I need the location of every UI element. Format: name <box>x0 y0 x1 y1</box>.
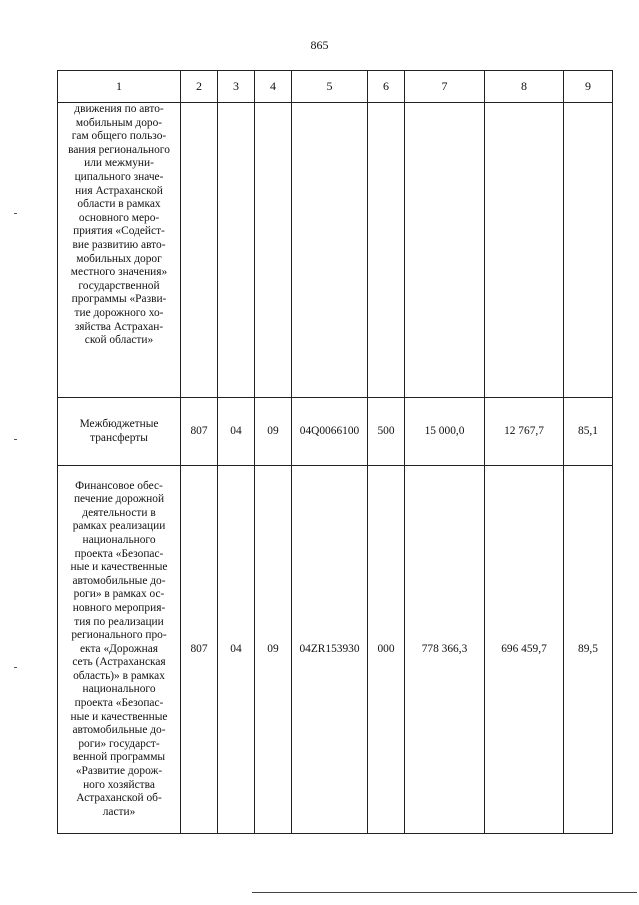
cell-col-6: 500 <box>368 398 405 466</box>
cell-col-3: 04 <box>218 398 255 466</box>
cell-col-7: 778 366,3 <box>405 466 485 834</box>
cell-col-3: 04 <box>218 466 255 834</box>
cell-col-5: 04Q0066100 <box>292 398 368 466</box>
header-col-6: 6 <box>368 71 405 103</box>
cell-col-6 <box>368 103 405 398</box>
cell-col-7: 15 000,0 <box>405 398 485 466</box>
header-col-7: 7 <box>405 71 485 103</box>
cell-col-9 <box>564 103 613 398</box>
cell-col-2 <box>181 103 218 398</box>
cell-col-9: 89,5 <box>564 466 613 834</box>
cell-col-2: 807 <box>181 398 218 466</box>
table-row <box>58 103 613 398</box>
header-col-4: 4 <box>255 71 292 103</box>
cell-col-8: 12 767,7 <box>485 398 564 466</box>
header-row <box>58 71 613 103</box>
row-name-cell: Межбюджетные трансферты <box>58 398 181 466</box>
cell-col-5 <box>292 103 368 398</box>
scan-speck <box>14 213 17 214</box>
header-col-8: 8 <box>485 71 564 103</box>
header-col-9: 9 <box>564 71 613 103</box>
header-col-3: 3 <box>218 71 255 103</box>
cell-col-2: 807 <box>181 466 218 834</box>
scan-speck <box>14 439 17 440</box>
row-name-cell: Финансовое обес- печение дорожной деятельности в рамках реализации национального проекта «Безопас- ные и качественные автомобильные до- роги» в рамках ос- новного мероприя- тия по реализации регионального про- екта «Дорожная сеть (Астраханская область)» в рамках национального проекта «Безопас- ные и качественные автомобильные до- роги» государст- венной программы «Развитие дорож- ного хозяйства Астраханской об- ласти» <box>58 466 181 834</box>
budget-table <box>57 70 613 834</box>
cell-col-4 <box>255 103 292 398</box>
cell-col-7 <box>405 103 485 398</box>
cell-col-8 <box>485 103 564 398</box>
cell-col-3 <box>218 103 255 398</box>
cell-col-5: 04ZR153930 <box>292 466 368 834</box>
cell-col-4: 09 <box>255 466 292 834</box>
cell-col-9: 85,1 <box>564 398 613 466</box>
header-col-2: 2 <box>181 71 218 103</box>
bottom-rule <box>252 892 637 893</box>
header-col-5: 5 <box>292 71 368 103</box>
row-name-cell: движения по авто- мобильным доро- гам общего пользо- вания регионального или межмуни- ципального значе- ния Астраханской области в рамках основного меро- приятия «Содейст- вие развитию авто- мобильных дорог местного значения» государственной программы «Разви- тие дорожного хо- зяйства Астрахан- ской области» <box>58 103 181 398</box>
cell-col-8: 696 459,7 <box>485 466 564 834</box>
scan-speck <box>14 667 17 668</box>
header-col-1: 1 <box>58 71 181 103</box>
table-row <box>58 398 613 466</box>
cell-col-4: 09 <box>255 398 292 466</box>
cell-col-6: 000 <box>368 466 405 834</box>
table-row <box>58 466 613 834</box>
page-number: 865 <box>310 38 329 52</box>
